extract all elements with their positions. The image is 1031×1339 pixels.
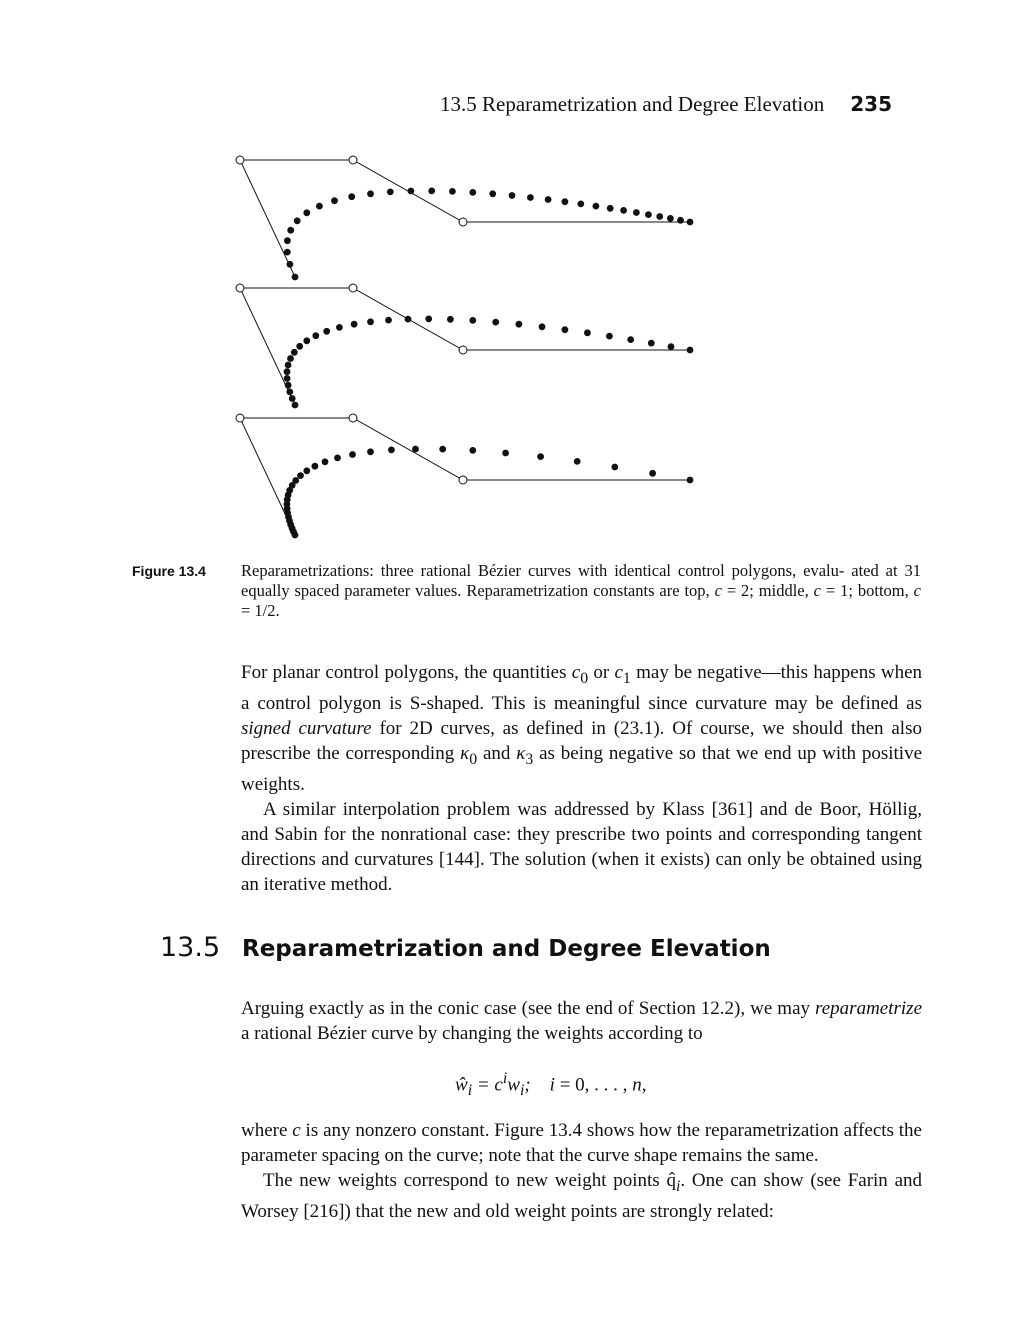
curve-point bbox=[492, 319, 499, 326]
curve-point bbox=[284, 375, 291, 382]
section-number: 13.5 bbox=[160, 932, 221, 963]
curve-point bbox=[648, 340, 655, 347]
curve-point bbox=[574, 458, 581, 465]
curve-point bbox=[645, 211, 652, 218]
curve-point bbox=[502, 450, 509, 457]
curve-point bbox=[284, 249, 291, 256]
control-point bbox=[459, 346, 467, 354]
control-point bbox=[349, 156, 357, 164]
curve-point bbox=[687, 347, 694, 354]
curve-point bbox=[336, 324, 343, 331]
curve-point bbox=[367, 190, 374, 197]
figure-label: Figure 13.4 bbox=[132, 563, 206, 579]
curve-point bbox=[303, 467, 310, 474]
curve-point bbox=[284, 368, 291, 375]
curve-point bbox=[367, 318, 374, 325]
curve-point bbox=[297, 472, 304, 479]
curve-point bbox=[627, 336, 634, 343]
paragraph-4: where c is any nonzero constant. Figure 13.4 shows how the reparametrization affects the parameter spacing on the curve; note that the curve shape remains the same. bbox=[241, 1120, 922, 1166]
curve-point bbox=[633, 209, 640, 216]
control-point bbox=[459, 476, 467, 484]
curve-point bbox=[412, 446, 419, 453]
curve-point bbox=[287, 355, 294, 362]
curve-point bbox=[303, 337, 310, 344]
curve-point bbox=[296, 343, 303, 350]
curve-point bbox=[348, 193, 355, 200]
control-point bbox=[349, 414, 357, 422]
curve-point bbox=[334, 455, 341, 462]
curve-point bbox=[687, 219, 694, 226]
body-paragraphs-1 bbox=[241, 660, 922, 897]
curve-point bbox=[469, 189, 476, 196]
curve-point bbox=[285, 382, 292, 389]
curve-point bbox=[469, 317, 476, 324]
curve-point bbox=[287, 227, 294, 234]
curve-point bbox=[562, 198, 569, 205]
curve-point bbox=[607, 205, 614, 212]
curve-point bbox=[285, 362, 292, 369]
curve-point bbox=[323, 328, 330, 335]
control-point bbox=[349, 284, 357, 292]
curve-point bbox=[428, 188, 435, 195]
section-title: Reparametrization and Degree Elevation bbox=[242, 936, 771, 962]
curve-point bbox=[284, 237, 291, 244]
paragraph-5: The new weights correspond to new weight points $q̂_i$. One can show (see Farin and Worsey [216]) that the new and old weight points are strongly related: bbox=[241, 1170, 923, 1222]
curve-point bbox=[593, 203, 600, 210]
curve-point bbox=[439, 446, 446, 453]
curve-point bbox=[516, 321, 523, 328]
curve-point bbox=[562, 326, 569, 333]
curve-point bbox=[322, 458, 329, 465]
curve-point bbox=[405, 316, 412, 323]
curve-point bbox=[447, 316, 454, 323]
curve-point bbox=[291, 349, 298, 356]
curve-point bbox=[489, 190, 496, 197]
curve-point bbox=[649, 470, 656, 477]
curve-point bbox=[349, 451, 356, 458]
curve-point bbox=[312, 463, 319, 470]
curve-point bbox=[385, 317, 392, 324]
curve-middle bbox=[236, 284, 693, 408]
curve-point bbox=[294, 217, 301, 224]
curve-point bbox=[527, 194, 534, 201]
paragraph-2: A similar interpolation problem was addressed by Klass [361] and de Boor, Höllig, and Sabin for the nonrational case: they prescribe two points and corresponding tangent directions and curvatures [144]. The solution (when it exists) can only be obtained using an iterative method. bbox=[241, 798, 922, 895]
paragraph-3: Arguing exactly as in the conic case (see the end of Section 12.2), we may reparametrize a rational Bézier curve by changing the weights according to bbox=[241, 998, 922, 1044]
section-heading bbox=[160, 932, 771, 963]
figure-caption: Reparametrizations: three rational Bézier curves with identical control polygons, evalu- ated at 31 equally spaced parameter values. Reparametrization constants are top, c = 2; middle, c = 1; bottom, c = 1/2. bbox=[241, 561, 921, 620]
curve-point bbox=[687, 477, 694, 484]
curve-point bbox=[408, 188, 415, 195]
curve-top bbox=[236, 156, 693, 280]
curve-point bbox=[331, 197, 338, 204]
curve-point bbox=[425, 316, 432, 323]
curve-point bbox=[509, 192, 516, 199]
curve-point bbox=[316, 203, 323, 210]
curve-point bbox=[312, 332, 319, 339]
curve-point bbox=[287, 261, 294, 268]
running-head bbox=[440, 92, 892, 117]
control-point bbox=[236, 284, 244, 292]
running-head-title: 13.5 Reparametrization and Degree Elevation bbox=[440, 92, 825, 116]
curve-point bbox=[367, 448, 374, 455]
curve-point bbox=[584, 329, 591, 336]
curve-point bbox=[611, 464, 618, 471]
curve-bottom bbox=[236, 414, 693, 538]
curve-point bbox=[286, 389, 293, 396]
control-point bbox=[236, 414, 244, 422]
curve-point bbox=[677, 217, 684, 224]
curve-point bbox=[620, 207, 627, 214]
figure-13-4 bbox=[220, 145, 720, 545]
curve-point bbox=[387, 189, 394, 196]
control-point bbox=[236, 156, 244, 164]
curve-point bbox=[545, 196, 552, 203]
curve-point bbox=[449, 188, 456, 195]
curve-point bbox=[606, 333, 613, 340]
curve-point bbox=[539, 323, 546, 330]
curve-point bbox=[292, 402, 299, 409]
body-paragraph-3 bbox=[241, 996, 922, 1046]
page-number: 235 bbox=[850, 92, 893, 116]
curve-point bbox=[351, 321, 358, 328]
curve-point bbox=[292, 477, 299, 484]
curve-point bbox=[388, 447, 395, 454]
curve-point bbox=[668, 343, 675, 350]
paragraph-1: For planar control polygons, the quantities $c_0$ or $c_1$ may be negative—this happens when a control polygon is S-shaped. This is meaningful since curvature may be defined as signed curvature for 2D curves, as defined in (23.1). Of course, we should then also prescribe the corresponding $\kappa_0$ and $\kappa_3$ as being negative so that we end up with positive weights. bbox=[241, 662, 923, 795]
curve-point bbox=[667, 215, 674, 222]
reparametrization-formula: $ŵ_i = c^iw_i$; i = 0, . . . , n, bbox=[455, 1070, 647, 1100]
curve-point bbox=[289, 395, 296, 402]
curve-point bbox=[292, 274, 299, 281]
curve-point bbox=[577, 201, 584, 208]
control-point bbox=[459, 218, 467, 226]
curve-point bbox=[537, 453, 544, 460]
curve-point bbox=[303, 209, 310, 216]
curve-point bbox=[469, 447, 476, 454]
curve-point bbox=[656, 213, 663, 220]
body-paragraphs-2 bbox=[241, 1118, 922, 1224]
